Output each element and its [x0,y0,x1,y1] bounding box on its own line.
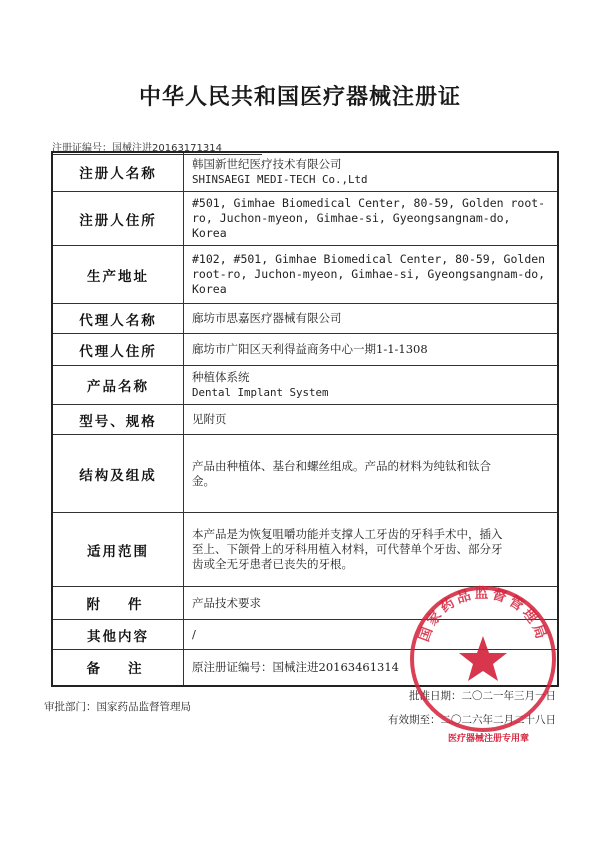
row-value-structure [184,435,559,513]
row-label-agent-name: 代理人名称 [52,304,184,334]
scope-line: 齿或全无牙患者已丧失的牙根。 [192,557,353,571]
row-label-production-address: 生产地址 [52,246,184,304]
row-label-registrant-address: 注册人住所 [52,192,184,246]
registrant-name-cn: 韩国新世纪医疗技术有限公司 [192,157,342,171]
row-label-product-name: 产品名称 [52,366,184,405]
certificate-number: 注册证编号：国械注进20163171314 [52,139,262,155]
row-label-attachment: 附件 [52,587,184,620]
row-value-product-name [184,366,559,405]
table-row [52,620,558,650]
row-label-registrant-name: 注册人名称 [52,152,184,192]
row-label-structure: 结构及组成 [52,435,184,513]
validity-date: 有效期至：二〇二六年二月二十八日 [388,714,556,726]
approval-department: 审批部门：国家药品监督管理局 [44,701,191,713]
structure-line: 产品由种植体、基台和螺丝组成。产品的材料为纯钛和钛合 [192,458,491,473]
row-value-scope [184,513,559,587]
address-line: ro, Juchon-myeon, Gimhae-si, Gyeongsangnam-do, Korea [192,211,511,240]
table-row [52,405,558,435]
product-name-cn: 种植体系统 [192,370,250,384]
row-value-agent-name: 廊坊市思嘉医疗器械有限公司 [184,304,559,334]
scope-line: 本产品是为恢复咀嚼功能并支撑人工牙齿的牙科手术中，插入 [192,527,503,541]
registrant-name-en: SHINSAEGI MEDI-TECH Co.,Ltd [192,173,368,186]
table-row [52,304,558,334]
row-label-other: 其他内容 [52,620,184,650]
address-line: #501, Gimhae Biomedical Center, 80-59, Golden root- [192,196,546,210]
row-value-remarks: 原注册证编号：国械注进20163461314 [184,650,559,686]
product-name-en: Dental Implant System [192,386,329,399]
address-line: #102, #501, Gimhae Biomedical Center, 80-59, Golden [192,252,546,266]
structure-line: 金。 [192,473,215,488]
row-value-agent-address: 廊坊市广阳区天利得益商务中心一期1-1-1308 [184,334,559,366]
table-row [52,246,558,304]
row-label-scope: 适用范围 [52,513,184,587]
seal-band-text: 医疗器械注册专用章 [448,734,530,744]
row-label-remarks: 备注 [52,650,184,686]
address-line: root-ro, Juchon-myeon, Gimhae-si, Gyeongsangnam-do, [192,267,546,281]
row-value-other: / [184,620,559,650]
row-label-agent-address: 代理人住所 [52,334,184,366]
address-line: Korea [192,282,227,296]
table-row [52,366,558,405]
row-value-registrant-name [184,152,559,192]
table-row [52,513,558,587]
seal-text: 国家药品监督管理局 [416,585,550,644]
row-value-registrant-address [184,192,559,246]
scope-line: 至上、下颌骨上的牙科用植入材料，可代替单个牙齿、部分牙 [192,542,503,556]
registration-table [51,151,559,687]
table-row [52,152,558,192]
table-row [52,334,558,366]
row-value-attachment: 产品技术要求 [184,587,559,620]
row-value-production-address [184,246,559,304]
table-row [52,192,558,246]
document-title: 中华人民共和国医疗器械注册证 [138,85,461,110]
row-label-model-spec: 型号、规格 [52,405,184,435]
table-row [52,587,558,620]
table-row [52,435,558,513]
row-value-model-spec: 见附页 [184,405,559,435]
approval-date: 批准日期：二〇二一年三月一日 [409,690,556,702]
table-row [52,650,558,686]
